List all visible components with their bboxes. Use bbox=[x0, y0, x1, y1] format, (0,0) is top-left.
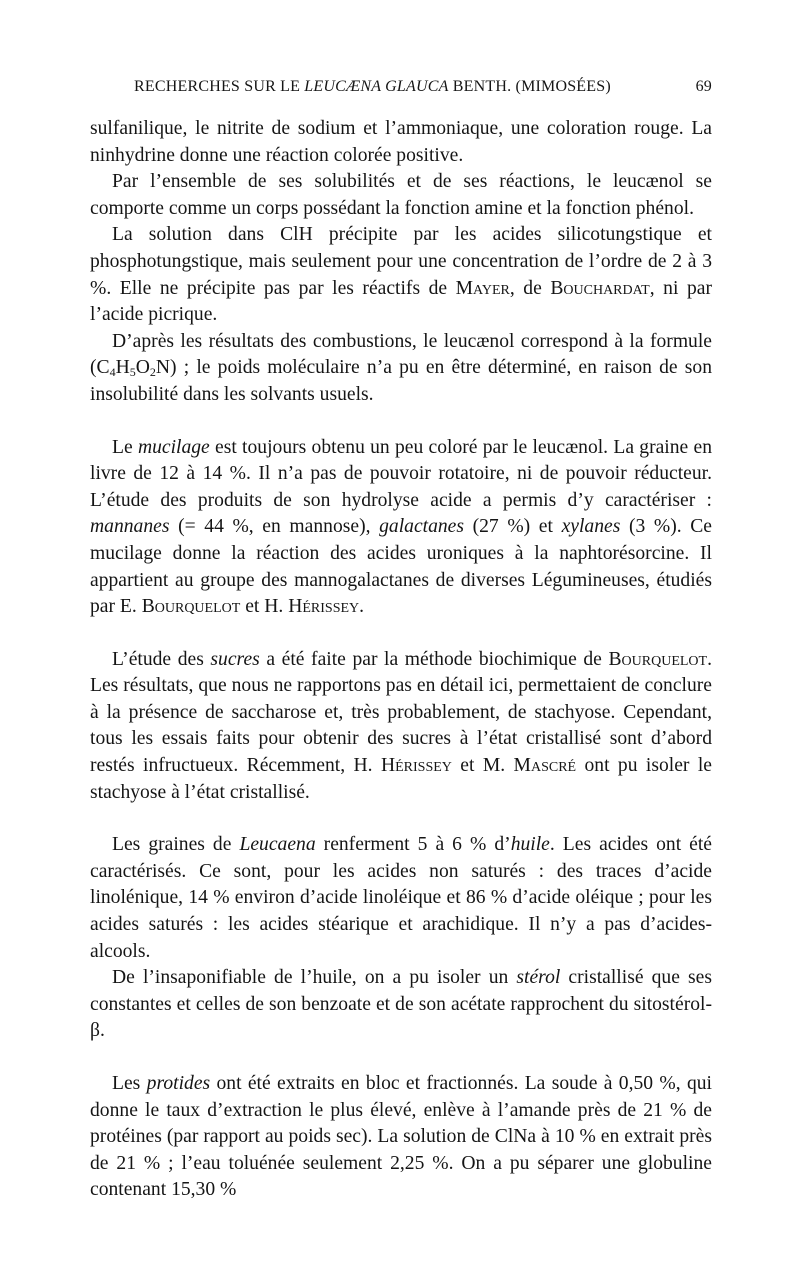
text-run: D’après les résultats des combustions, le leucænol correspond à la formule (C bbox=[90, 330, 712, 379]
emphasis: stérol bbox=[516, 967, 561, 989]
page-number: 69 bbox=[695, 78, 712, 95]
emphasis: protides bbox=[146, 1073, 211, 1094]
text-run: est toujours obtenu un peu coloré par le leucænol. La graine en livre de 12 à 14 %. Il n’a pas de pouvoir rotatoire, ni de pouvoir réducteur. L’étude des produits de son hydrolyse acide a permis d’y caractériser : bbox=[90, 436, 712, 511]
emphasis: Bourquelot bbox=[608, 648, 708, 670]
text-run: sulfanilique, le nitrite de sodium et l’ammoniaque, une coloration rouge. La ninhydrine donne une réaction colorée positive. bbox=[90, 118, 712, 166]
subscript: 2 bbox=[149, 365, 156, 380]
text-run: ont été extraits en bloc et fractionnés. La soude à 0,50 %, qui donne le taux d’extraction le plus élevé, enlève à l’amande près de 21 % de protéines (par rapport au poids sec). La solution de ClNa à 10 % en extrait près de 21 % ; l’eau toluénée seulement 2,25 %. On a pu séparer une globuline contenant 15,30 % bbox=[90, 1073, 712, 1201]
text-run: . Les acides ont été caractérisés. Ce sont, pour les acides non saturés : des traces d’acide linolénique, 14 % environ d’acide linoléique et 86 % d’acide oléique ; pour les acides saturés : les acides stéarique et arachidique. Il n’y a pas d’acides-alcools. bbox=[90, 834, 712, 962]
emphasis: Hérissey bbox=[288, 596, 360, 618]
text-run: et H. bbox=[240, 596, 289, 618]
text-run: , ni par l’acide picrique. bbox=[90, 277, 712, 326]
paragraph bbox=[90, 435, 712, 621]
emphasis: sucres bbox=[210, 648, 260, 670]
emphasis: Bourquelot bbox=[141, 596, 241, 618]
subscript: 4 bbox=[109, 365, 116, 380]
paragraph bbox=[90, 647, 712, 807]
emphasis: Bouchardat bbox=[550, 277, 650, 299]
emphasis: galactanes bbox=[379, 516, 464, 538]
text-run: . Les résultats, que nous ne rapportons pas en détail ici, permettaient de conclure à la présence de saccharose et, très probablement, de stachyose. Cependant, tous les essais faits pour obtenir des sucres à l’état cristallisé sont d’abord restés infructueux. Récemment, H. bbox=[90, 648, 712, 777]
subscript: 5 bbox=[129, 365, 136, 380]
text-run: renferment 5 à 6 % d’ bbox=[315, 834, 511, 856]
paragraph bbox=[90, 965, 712, 1045]
paragraph bbox=[90, 329, 712, 409]
paragraph bbox=[90, 169, 712, 222]
paragraph bbox=[90, 832, 712, 965]
running-title: RECHERCHES SUR LE LEUCÆNA GLAUCA BENTH. (MIMOSÉES) bbox=[134, 78, 611, 95]
text-run: (3 %). Ce mucilage donne la réaction des acides uroniques à la naphtorésorcine. Il appartient au groupe des mannogalactanes de diverses Légumineuses, étudiés par E. bbox=[90, 516, 712, 618]
paragraph bbox=[90, 1071, 712, 1204]
text-run: Les bbox=[112, 1073, 147, 1094]
emphasis: Leucaena bbox=[239, 834, 316, 856]
text-run: Par l’ensemble de ses solubilités et de ses réactions, le leucænol se comporte comme un corps possédant la fonction amine et la fonction phénol. bbox=[90, 171, 712, 219]
emphasis: Mascré bbox=[513, 755, 577, 777]
paragraph bbox=[90, 116, 712, 169]
text-run: H bbox=[115, 357, 130, 379]
emphasis: Hérissey bbox=[380, 755, 452, 777]
text-run: a été faite par la méthode biochimique de bbox=[259, 648, 609, 670]
emphasis: xylanes bbox=[561, 516, 621, 538]
text-run: O bbox=[135, 357, 150, 379]
text-run: ont pu isoler le stachyose à l’état cristallisé. bbox=[90, 755, 712, 803]
text-run: De l’insaponifiable de l’huile, on a pu isoler un bbox=[112, 967, 517, 989]
body-text bbox=[90, 116, 712, 1204]
text-run: cristallisé que ses constantes et celles de son benzoate et de son acétate rapprochent du sitostérol-β. bbox=[90, 967, 712, 1042]
emphasis: huile bbox=[510, 834, 550, 856]
emphasis: mannanes bbox=[90, 516, 170, 538]
emphasis: mucilage bbox=[137, 436, 210, 458]
text-run: , de bbox=[509, 277, 551, 299]
text-run: et M. bbox=[451, 755, 514, 777]
text-run: La solution dans ClH précipite par les acides silicotungstique et phosphotungstique, mais seulement pour une concentration de l’ordre de 2 à 3 %. Elle ne précipite pas par les réactifs de bbox=[90, 224, 712, 299]
text-run: (27 %) et bbox=[464, 516, 562, 538]
emphasis: Mayer bbox=[455, 277, 510, 299]
text-run: Les graines de bbox=[112, 834, 240, 856]
text-run: (= 44 %, en mannose), bbox=[169, 516, 380, 538]
text-run: L’étude des bbox=[112, 648, 211, 670]
text-run: N) ; le poids moléculaire n’a pu en être déterminé, en raison de son insolubilité dans les solvants usuels. bbox=[90, 357, 712, 405]
running-header bbox=[90, 78, 712, 104]
text-run: Le bbox=[112, 436, 138, 458]
page bbox=[90, 78, 712, 1204]
text-run: . bbox=[359, 596, 365, 618]
paragraph bbox=[90, 222, 712, 328]
